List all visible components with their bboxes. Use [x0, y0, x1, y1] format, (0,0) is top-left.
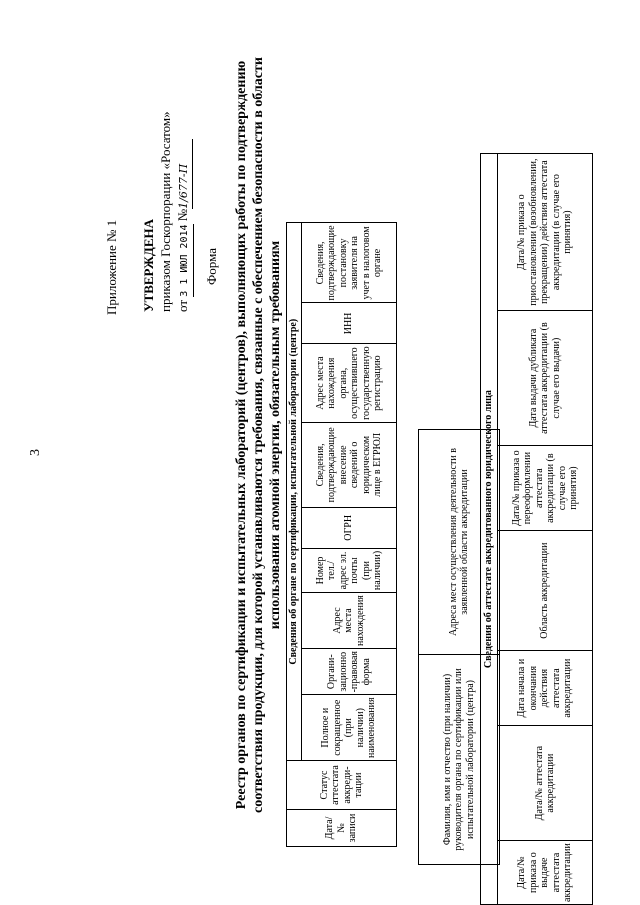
- header-cell: Органи-зационно -правовая форма: [302, 649, 397, 695]
- header-cell: Дата/№ приказа о переоформлении аттестата аккредитации (в случае его принятия): [498, 446, 593, 531]
- header-cell-addresses: Адреса мест осуществления деятельности в заявленной области аккредитации: [419, 430, 500, 655]
- approval-heading: УТВЕРЖДЕНА: [141, 218, 156, 312]
- approval-number: 1/677-П: [175, 139, 193, 209]
- appendix-label: Приложение № 1: [104, 219, 119, 315]
- approval-date: 3 1 ИЮЛ 2014: [176, 224, 194, 296]
- header-cell: ОГРН: [302, 507, 397, 548]
- header-cell: Дата/№ приказа о приостановлении (возобновлении, прекращении) действия аттестата аккредитации (в случае его принятия): [498, 154, 593, 311]
- header-cell: Дата/№ аттестата аккредитации: [498, 726, 593, 841]
- approval-block: [140, 111, 194, 312]
- header-cell: Адрес места нахождения: [302, 593, 397, 649]
- group-header-organ: Сведения об органе по сертификации, испытательной лаборатории (центре): [287, 223, 302, 761]
- registry-table: [286, 222, 397, 847]
- header-cell: Номер тел./ адрес эл. почты (при наличии): [302, 548, 397, 592]
- certificate-table: [480, 153, 593, 905]
- header-cell: Сведения, подтверждающие внесение сведений о юридическом лице в ЕГРЮЛ: [302, 422, 397, 507]
- header-cell-date: Дата/№ записи: [287, 810, 397, 847]
- header-cell: Дата/№ приказа о выдаче аттестата аккредитации: [498, 841, 593, 905]
- header-cell: Сведения, подтверждающие постановку заявителя на учет в налоговом органе: [302, 223, 397, 303]
- group-header-certificate: Сведения об аттестате аккредитованного юридического лица: [481, 154, 498, 905]
- table-row: [498, 154, 593, 905]
- header-cell-status: Статус аттестата аккреди-тации: [287, 761, 397, 810]
- header-cell-head-name: Фамилия, имя и отчество (при наличии) руководителя органа по сертификации или испытательной лаборатории (центра): [419, 655, 500, 865]
- page-number: 3: [28, 449, 43, 456]
- header-cell: Полное и сокращенное (при наличии) наименования: [302, 695, 397, 761]
- header-cell: Дата выдачи дубликата аттестата аккредитации (в случае его выдачи): [498, 311, 593, 446]
- document-title: Реестр органов по сертификации и испытательных лабораторий (центров), выполняющих работы по подтверждению соответствия продукции, для которой устанавливаются требования, связанные с обеспечением безопасности в области использования атомной энергии, обязательным требованиям: [234, 57, 283, 813]
- table-row: [287, 223, 302, 847]
- form-label: Форма: [204, 248, 219, 285]
- header-cell: ИНН: [302, 303, 397, 344]
- approval-order-line: приказом Госкорпорации «Росатом»: [158, 111, 173, 312]
- table-row: [302, 223, 397, 847]
- approval-from: от: [175, 299, 190, 312]
- approval-number-prefix: №: [175, 208, 190, 222]
- approval-date-line: [174, 111, 194, 312]
- header-cell: Область аккредитации: [498, 531, 593, 651]
- table-row: [481, 154, 498, 905]
- header-cell: Адрес места нахождения органа, осуществившего государственную регистрацию: [302, 344, 397, 422]
- header-cell: Дата начала и окончания действия аттестата аккредитации: [498, 651, 593, 726]
